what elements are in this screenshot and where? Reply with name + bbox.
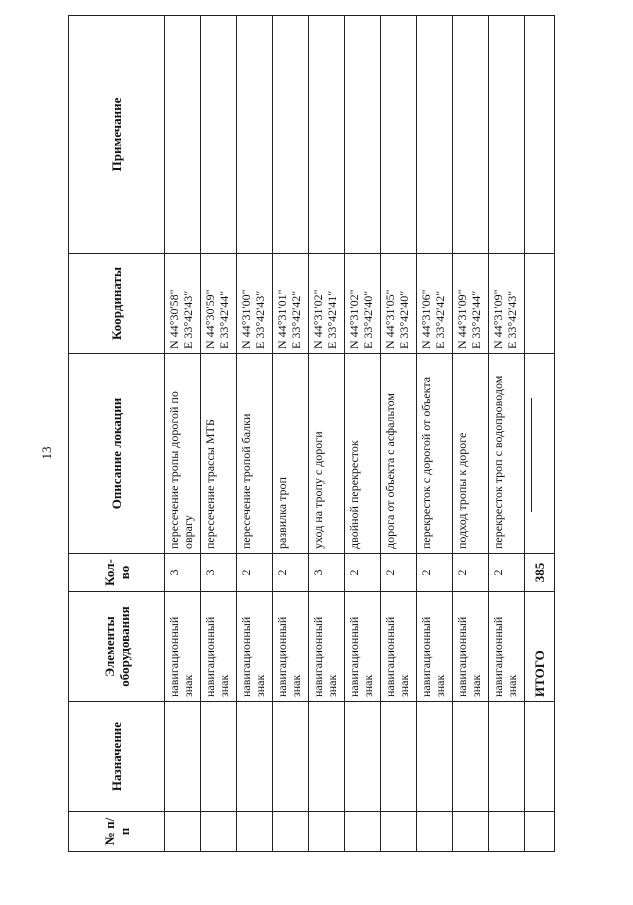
cell-location [525, 354, 555, 554]
cell-equipment: навигационный знак [201, 592, 237, 702]
header-location: Описание локации [69, 354, 165, 554]
coordinate-east: E 33°42'42" [289, 290, 303, 349]
cell-number [489, 812, 525, 852]
cell-coordinates [453, 254, 489, 354]
cell-location: развилка троп [273, 354, 309, 554]
cell-purpose [453, 702, 489, 812]
table-total-row [525, 16, 555, 852]
table-body [69, 16, 555, 852]
coordinate-north: N 44°31'00" [239, 289, 253, 349]
cell-equipment: навигационный знак [309, 592, 345, 702]
cell-location: дорога от объекта с асфальтом [381, 354, 417, 554]
table-row [201, 16, 237, 852]
cell-equipment: навигационный знак [417, 592, 453, 702]
coordinate-east: E 33°42'43" [181, 290, 195, 349]
cell-note [417, 16, 453, 254]
cell-quantity: 2 [237, 554, 273, 592]
cell-location: уход на тропу с дороги [309, 354, 345, 554]
cell-number [237, 812, 273, 852]
header-number: № п/п [69, 812, 165, 852]
cell-purpose [525, 702, 555, 812]
coordinate-north: N 44°31'02" [347, 289, 361, 349]
coordinate-east: E 33°42'42" [433, 290, 447, 349]
table-row [345, 16, 381, 852]
cell-note [489, 16, 525, 254]
total-quantity: 385 [525, 554, 555, 592]
coordinate-east: E 33°42'40" [397, 290, 411, 349]
cell-location: пересечение тропой балки [237, 354, 273, 554]
table-row [417, 16, 453, 852]
cell-location: пересечение тропы дорогой по оврагу [165, 354, 201, 554]
cell-coordinates [525, 254, 555, 354]
cell-coordinates [237, 254, 273, 354]
table-row [489, 16, 525, 852]
page-number: 13 [39, 446, 54, 460]
equipment-table-container [68, 16, 547, 852]
cell-purpose [273, 702, 309, 812]
cell-number [453, 812, 489, 852]
cell-purpose [489, 702, 525, 812]
cell-note [381, 16, 417, 254]
cell-note [165, 16, 201, 254]
cell-number [201, 812, 237, 852]
cell-note [201, 16, 237, 254]
table-row [381, 16, 417, 852]
cell-purpose [201, 702, 237, 812]
cell-equipment: навигационный знак [453, 592, 489, 702]
cell-coordinates [201, 254, 237, 354]
cell-number [309, 812, 345, 852]
cell-equipment: навигационный знак [345, 592, 381, 702]
coordinate-north: N 44°31'02" [311, 289, 325, 349]
cell-location: двойной перекресток [345, 354, 381, 554]
cell-number [417, 812, 453, 852]
cell-note [273, 16, 309, 254]
cell-equipment: навигационный знак [489, 592, 525, 702]
table-header-row [69, 16, 165, 852]
cell-equipment: навигационный знак [165, 592, 201, 702]
header-note: Примечание [69, 16, 165, 254]
cell-quantity: 3 [165, 554, 201, 592]
cell-note [453, 16, 489, 254]
cell-coordinates [165, 254, 201, 354]
cell-coordinates [273, 254, 309, 354]
cell-coordinates [309, 254, 345, 354]
cell-location: перекресток с дорогой от объекта [417, 354, 453, 554]
cell-note [345, 16, 381, 254]
cell-number [381, 812, 417, 852]
cell-number [273, 812, 309, 852]
coordinate-north: N 44°31'09" [491, 289, 505, 349]
cell-note [237, 16, 273, 254]
header-equipment: Элементы оборудования [69, 592, 165, 702]
cell-location: пересечение трассы МТБ [201, 354, 237, 554]
total-label: ИТОГО [525, 592, 555, 702]
cell-quantity: 2 [489, 554, 525, 592]
divider-line [531, 398, 532, 512]
coordinate-north: N 44°31'01" [275, 289, 289, 349]
coordinate-north: N 44°30'59" [203, 289, 217, 349]
cell-number [165, 812, 201, 852]
coordinate-east: E 33°42'43" [253, 290, 267, 349]
header-coordinates: Координаты [69, 254, 165, 354]
table-row [165, 16, 201, 852]
cell-location: подход тропы к дороге [453, 354, 489, 554]
table-row [237, 16, 273, 852]
coordinate-east: E 33°42'44" [469, 290, 483, 349]
header-purpose: Назначение [69, 702, 165, 812]
coordinate-north: N 44°31'05" [383, 289, 397, 349]
cell-equipment: навигационный знак [273, 592, 309, 702]
cell-coordinates [489, 254, 525, 354]
coordinate-north: N 44°31'06" [419, 289, 433, 349]
cell-quantity: 2 [381, 554, 417, 592]
table-row [273, 16, 309, 852]
coordinate-north: N 44°30'58" [167, 289, 181, 349]
cell-purpose [309, 702, 345, 812]
cell-quantity: 2 [273, 554, 309, 592]
cell-note [309, 16, 345, 254]
cell-location: перекресток троп с водопроводом [489, 354, 525, 554]
coordinate-east: E 33°42'40" [361, 290, 375, 349]
cell-quantity: 2 [417, 554, 453, 592]
cell-purpose [381, 702, 417, 812]
cell-purpose [417, 702, 453, 812]
cell-note [525, 16, 555, 254]
cell-quantity: 3 [201, 554, 237, 592]
cell-number [345, 812, 381, 852]
cell-quantity: 2 [453, 554, 489, 592]
coordinate-east: E 33°42'44" [217, 290, 231, 349]
cell-coordinates [381, 254, 417, 354]
cell-number [525, 812, 555, 852]
cell-coordinates [417, 254, 453, 354]
coordinate-north: N 44°31'09" [455, 289, 469, 349]
cell-quantity: 3 [309, 554, 345, 592]
cell-equipment: навигационный знак [381, 592, 417, 702]
header-quantity: Кол-во [69, 554, 165, 592]
table-row [309, 16, 345, 852]
cell-purpose [345, 702, 381, 812]
cell-coordinates [345, 254, 381, 354]
coordinate-east: E 33°42'41" [325, 290, 339, 349]
coordinate-east: E 33°42'43" [505, 290, 519, 349]
cell-purpose [237, 702, 273, 812]
cell-equipment: навигационный знак [237, 592, 273, 702]
cell-quantity: 2 [345, 554, 381, 592]
cell-purpose [165, 702, 201, 812]
equipment-table [68, 15, 555, 852]
table-row [453, 16, 489, 852]
